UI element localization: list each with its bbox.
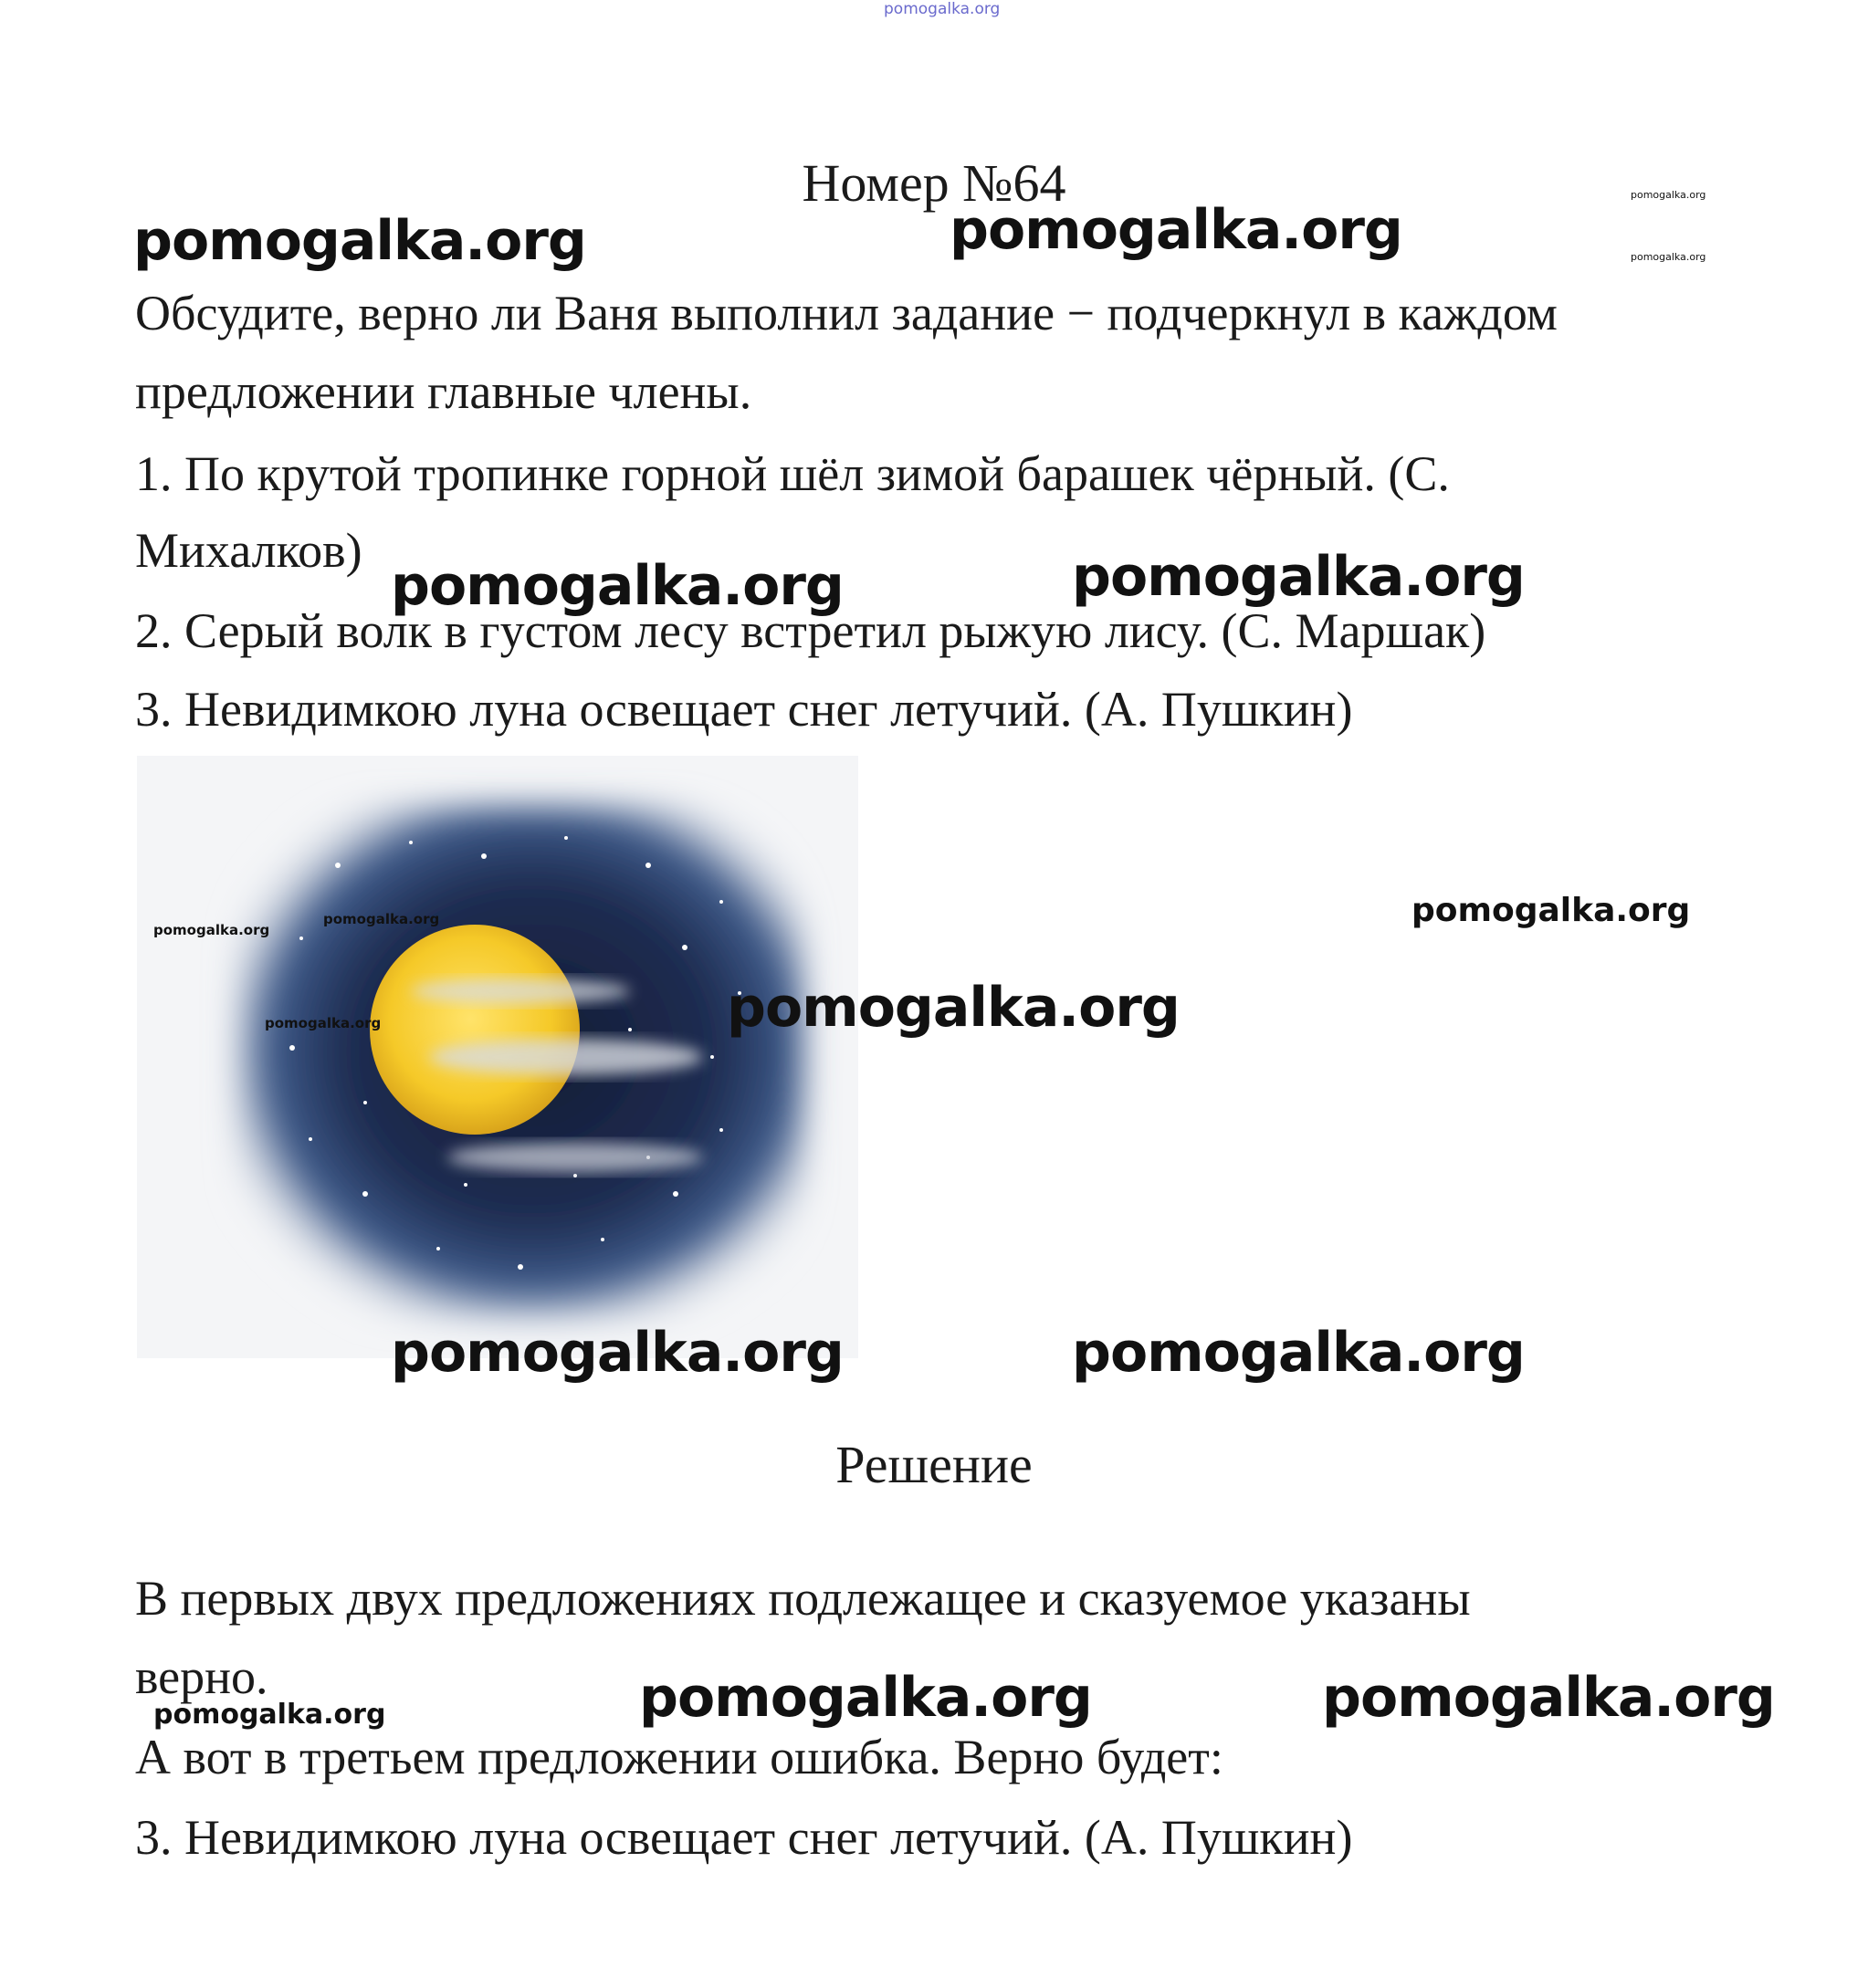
watermark: pomogalka.org — [133, 209, 586, 273]
watermark: pomogalka.org — [153, 922, 270, 938]
watermark: pomogalka.org — [639, 1666, 1092, 1730]
watermark: pomogalka.org — [727, 976, 1180, 1040]
cloud — [411, 978, 630, 1004]
watermark: pomogalka.org — [1411, 892, 1691, 929]
cloud — [429, 1039, 703, 1075]
sentence-3: 3. Невидимкою луна освещает снег летучий. (А. Пушкин) — [135, 682, 1353, 737]
watermark: pomogalka.org — [1072, 1321, 1525, 1385]
page-title: Номер №64 — [802, 153, 1066, 213]
solution-text: В первых двух предложениях подлежащее и сказуемое указаны — [135, 1571, 1471, 1626]
watermark: pomogalka.org — [1631, 251, 1706, 263]
question-text: предложении главные члены. — [135, 364, 752, 419]
watermark: pomogalka.org — [391, 554, 844, 618]
sentence-1-continued: Михалков) — [135, 523, 362, 578]
solution-heading: Решение — [835, 1435, 1033, 1494]
moon-night-illustration — [137, 756, 858, 1358]
sentence-1: 1. По крутой тропинке горной шёл зимой барашек чёрный. (С. — [135, 446, 1450, 501]
watermark: pomogalka.org — [1322, 1666, 1775, 1730]
watermark: pomogalka.org — [391, 1321, 844, 1385]
watermark: pomogalka.org — [1631, 189, 1706, 201]
watermark: pomogalka.org — [323, 911, 440, 927]
watermark: pomogalka.org — [153, 1699, 386, 1731]
moon — [370, 925, 580, 1135]
corrected-sentence: 3. Невидимкою луна освещает снег летучий. (А. Пушкин) — [135, 1810, 1353, 1865]
solution-text: А вот в третьем предложении ошибка. Верно будет: — [135, 1730, 1223, 1784]
watermark: pomogalka.org — [1072, 545, 1525, 609]
watermark-top: pomogalka.org — [884, 0, 1001, 18]
solution-text: верно. — [135, 1649, 268, 1704]
question-text: Обсудите, верно ли Ваня выполнил задание − подчеркнул в каждом — [135, 286, 1558, 340]
sentence-2: 2. Серый волк в густом лесу встретил рыжую лису. (С. Маршак) — [135, 603, 1486, 658]
watermark: pomogalka.org — [950, 198, 1402, 262]
watermark: pomogalka.org — [265, 1015, 382, 1031]
cloud — [447, 1143, 703, 1172]
